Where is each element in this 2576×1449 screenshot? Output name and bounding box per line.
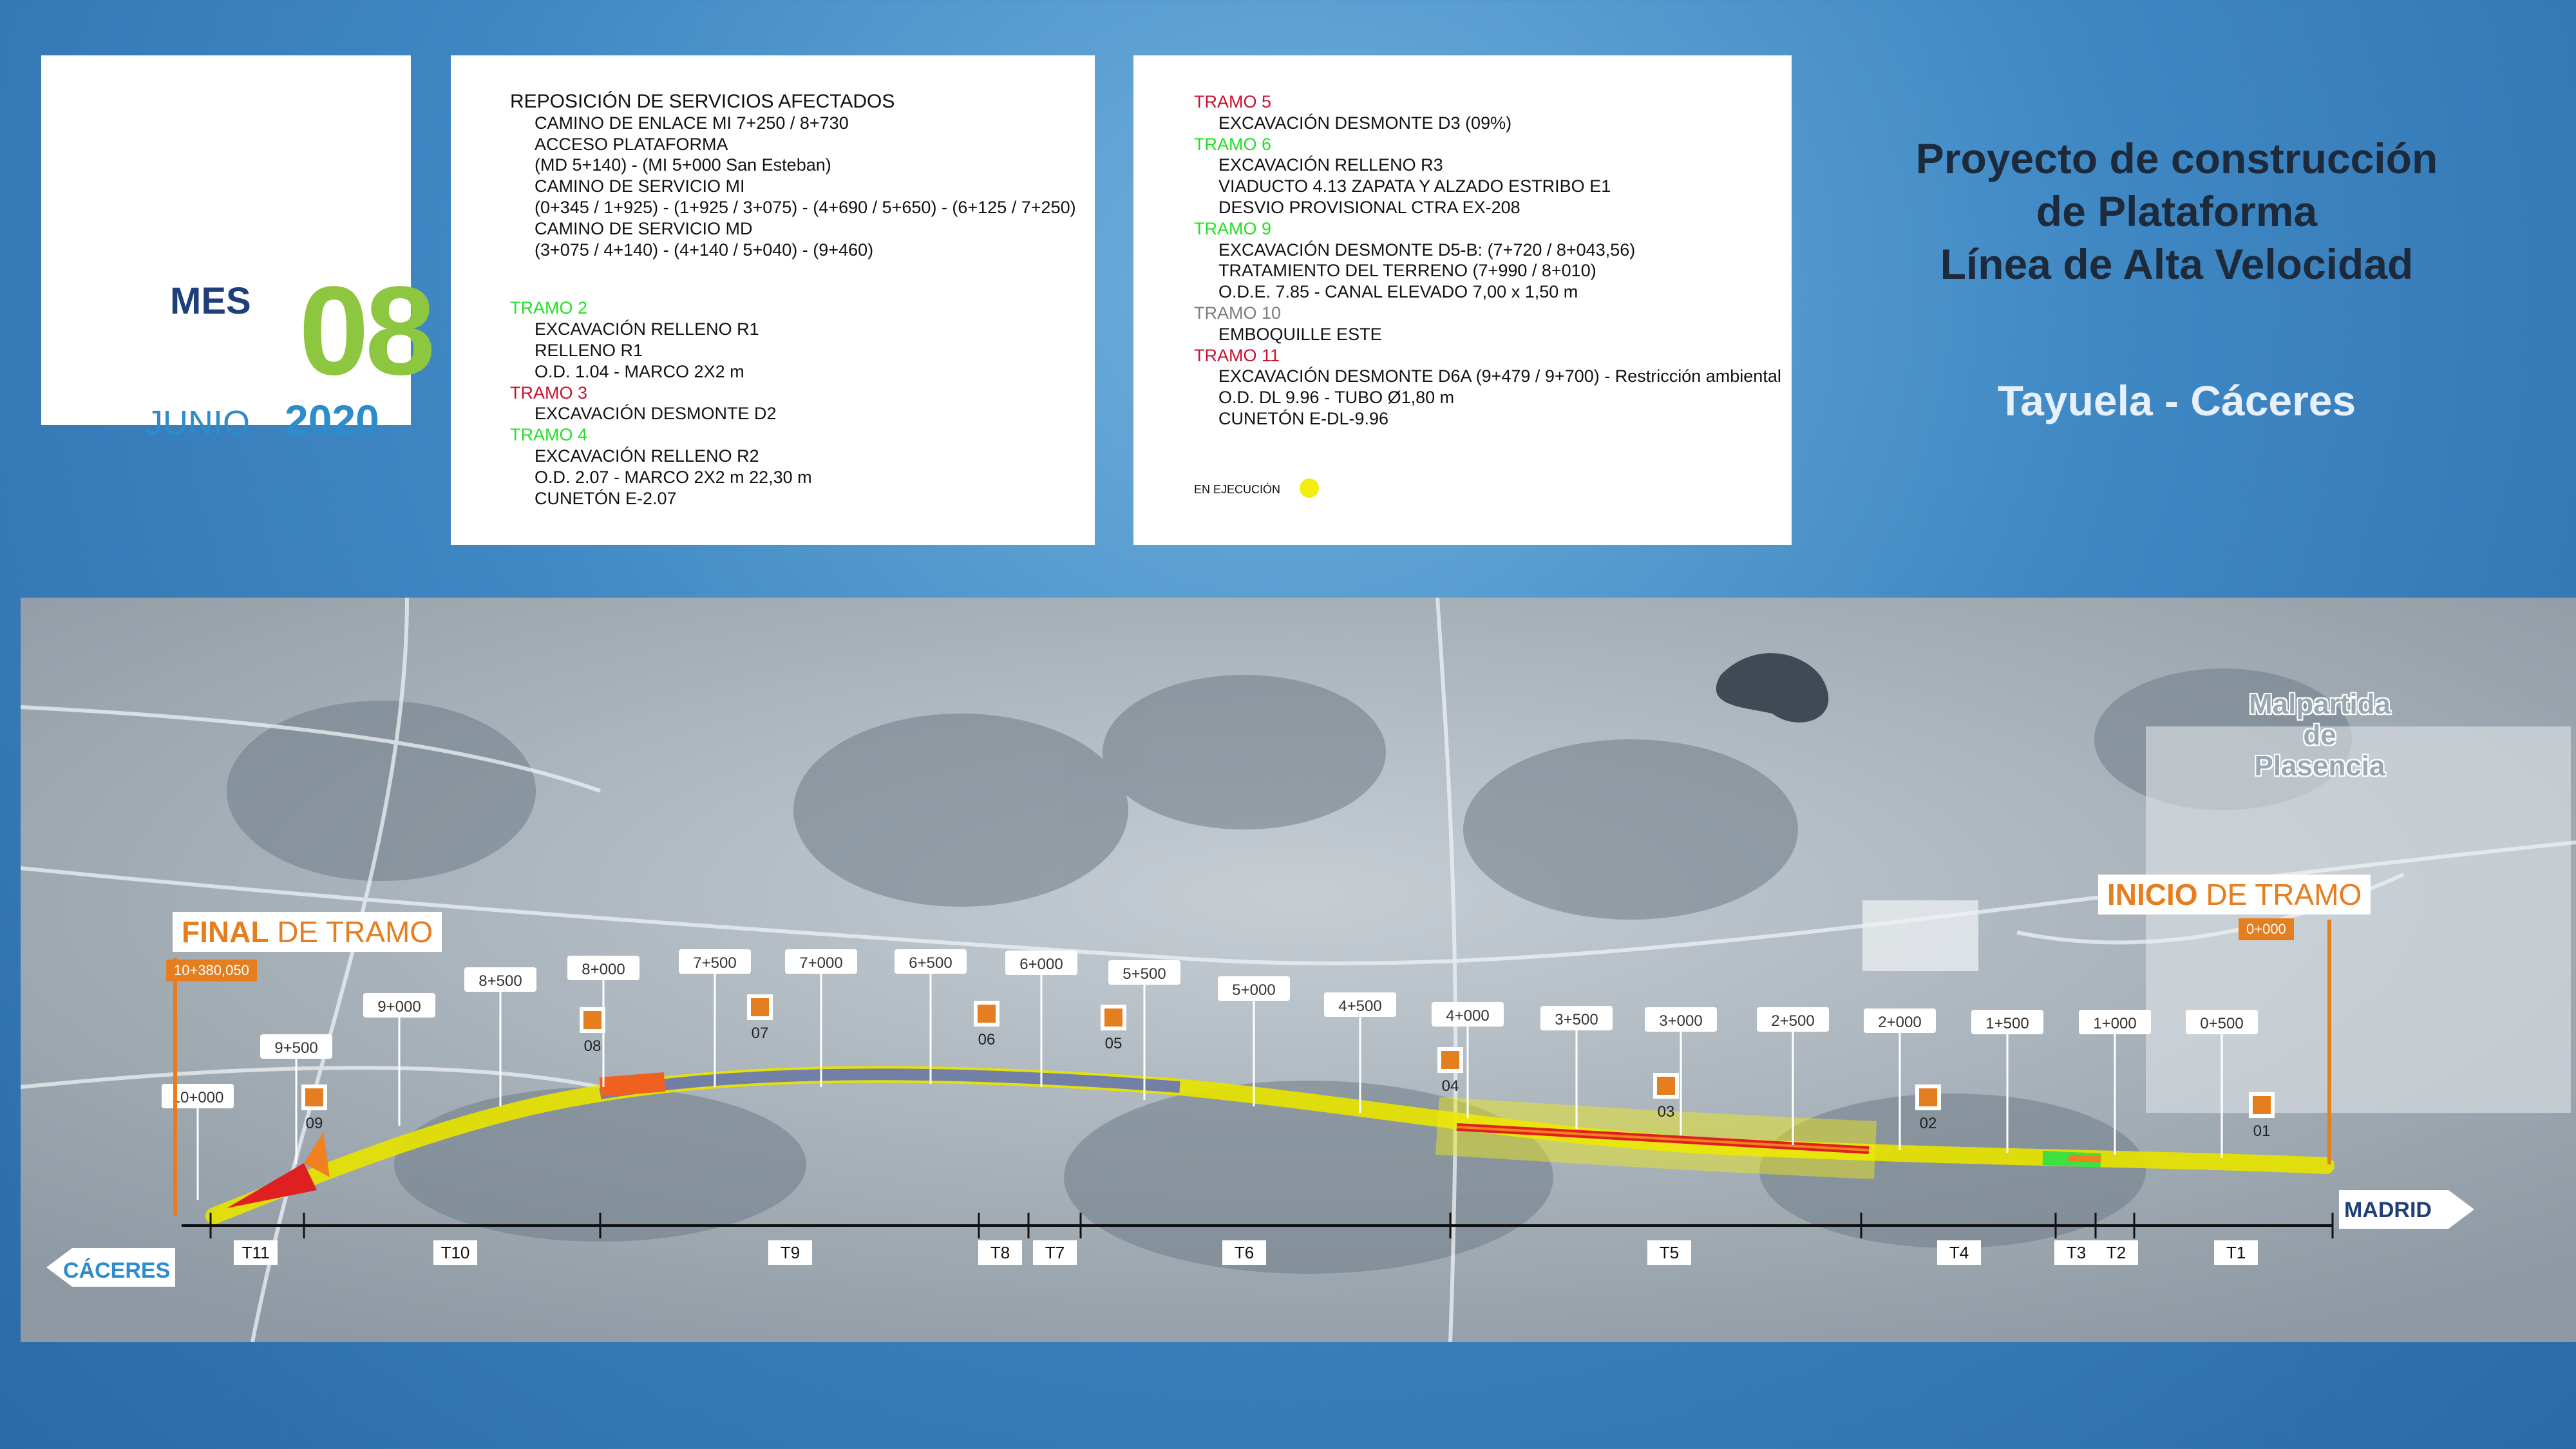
works-right-line-14: O.D. DL 9.96 - TUBO Ø1,80 m [1218, 388, 1455, 408]
works-left-line-13: TRAMO 3 [510, 383, 588, 402]
town-label-line2: de [2303, 719, 2336, 751]
year: 2020 [285, 396, 379, 444]
final-pk-badge: 10+380,050 [166, 960, 257, 981]
works-list-right [1133, 55, 1792, 545]
works-left-line-15: TRAMO 4 [510, 425, 588, 445]
works-left-line-14: EXCAVACIÓN DESMONTE D2 [535, 404, 777, 424]
works-left-line-11: RELLENO R1 [535, 340, 643, 360]
svg-text:T8: T8 [990, 1243, 1010, 1262]
works-list-left [451, 55, 1095, 545]
works-right-line-5: DESVIO PROVISIONAL CTRA EX-208 [1218, 197, 1520, 217]
works-right-line-3: EXCAVACIÓN RELLENO R3 [1218, 155, 1443, 175]
works-lines-right [1194, 91, 1781, 430]
works-right-line-8: TRATAMIENTO DEL TERRENO (7+990 / 8+010) [1218, 261, 1596, 281]
svg-text:T10: T10 [440, 1243, 470, 1262]
works-right-line-7: EXCAVACIÓN DESMONTE D5-B: (7+720 / 8+043,56) [1218, 240, 1636, 260]
project-title-line1: Proyecto de construcción [1915, 135, 2438, 182]
caceres-label: CÁCERES [63, 1258, 171, 1283]
works-left-line-17: O.D. 2.07 - MARCO 2X2 m 22,30 m [535, 467, 812, 487]
inicio-rest: DE TRAMO [2197, 878, 2362, 911]
works-right-line-12: TRAMO 11 [1194, 345, 1280, 365]
town-label-line3: Plasencia [2254, 750, 2385, 782]
svg-text:7+500: 7+500 [693, 954, 737, 972]
works-right-line-13: EXCAVACIÓN DESMONTE D6A (9+479 / 9+700) - Restricción ambiental [1218, 366, 1781, 386]
works-left-line-16: EXCAVACIÓN RELLENO R2 [535, 446, 759, 466]
svg-text:1+000: 1+000 [2093, 1015, 2137, 1032]
works-right-line-15: CUNETÓN E-DL-9.96 [1218, 408, 1389, 428]
works-left-line-3: (MD 5+140) - (MI 5+000 San Esteban) [535, 155, 831, 175]
aerial-map [21, 598, 2576, 1342]
svg-text:4+500: 4+500 [1338, 998, 1382, 1015]
works-right-line-0: TRAMO 5 [1194, 92, 1272, 111]
svg-text:09: 09 [305, 1115, 323, 1132]
town-label-line1: Malpartida [2248, 688, 2391, 720]
svg-text:3+500: 3+500 [1555, 1011, 1598, 1028]
works-right-line-11: EMBOQUILLE ESTE [1218, 324, 1382, 344]
project-route: Tayuela - Cáceres [1997, 377, 2356, 424]
svg-text:T1: T1 [2226, 1243, 2246, 1262]
svg-text:02: 02 [1919, 1115, 1937, 1132]
svg-text:3+000: 3+000 [1659, 1012, 1703, 1030]
date-card [41, 55, 432, 444]
works-lines-left [510, 91, 1076, 509]
works-left-line-10: EXCAVACIÓN RELLENO R1 [535, 319, 759, 339]
svg-text:06: 06 [978, 1031, 996, 1048]
legend-dot-icon [1300, 478, 1319, 498]
svg-text:9+500: 9+500 [274, 1039, 318, 1057]
svg-text:T4: T4 [1949, 1243, 1969, 1262]
works-right-line-1: EXCAVACIÓN DESMONTE D3 (09%) [1218, 113, 1512, 133]
works-left-line-2: ACCESO PLATAFORMA [535, 134, 728, 154]
works-left-line-7: (3+075 / 4+140) - (4+140 / 5+040) - (9+460) [535, 240, 874, 260]
svg-text:5+500: 5+500 [1122, 965, 1166, 983]
svg-text:6+500: 6+500 [909, 954, 952, 972]
works-left-line-6: CAMINO DE SERVICIO MD [535, 218, 753, 238]
town-area [2146, 726, 2571, 1113]
inicio-word: INICIO [2107, 878, 2198, 911]
final-tramo-header [173, 912, 442, 952]
works-left-line-9: TRAMO 2 [510, 298, 588, 318]
works-right-line-6: TRAMO 9 [1194, 218, 1272, 238]
final-word: FINAL [182, 915, 269, 949]
svg-text:4+000: 4+000 [1446, 1007, 1490, 1025]
works-left-line-1: CAMINO DE ENLACE MI 7+250 / 8+730 [535, 113, 849, 133]
svg-text:8+500: 8+500 [478, 972, 522, 990]
svg-text:08: 08 [583, 1037, 601, 1055]
project-title-line2: de Plataforma [2036, 187, 2318, 235]
works-right-line-4: VIADUCTO 4.13 ZAPATA Y ALZADO ESTRIBO E1 [1218, 176, 1611, 196]
legend-label: EN EJECUCIÓN [1194, 483, 1281, 496]
svg-text:2+500: 2+500 [1771, 1012, 1815, 1030]
svg-text:T7: T7 [1045, 1243, 1065, 1262]
svg-text:03: 03 [1657, 1103, 1675, 1121]
day-number: 08 [299, 260, 432, 401]
month-name: JUNIO [146, 404, 250, 442]
works-left-line-0: REPOSICIÓN DE SERVICIOS AFECTADOS [510, 91, 895, 112]
inicio-tramo-header [2098, 875, 2371, 914]
svg-text:8+000: 8+000 [582, 961, 625, 978]
works-right-line-2: TRAMO 6 [1194, 134, 1272, 154]
works-left-line-8 [510, 260, 1076, 298]
madrid-label: MADRID [2344, 1198, 2432, 1222]
svg-text:T9: T9 [780, 1243, 800, 1262]
works-left-line-4: CAMINO DE SERVICIO MI [535, 176, 745, 196]
svg-text:7+000: 7+000 [799, 954, 843, 972]
works-left-line-18: CUNETÓN E-2.07 [535, 488, 677, 508]
project-title-line3: Línea de Alta Velocidad [1940, 240, 2414, 288]
svg-text:T6: T6 [1234, 1243, 1255, 1262]
svg-text:T5: T5 [1659, 1243, 1680, 1262]
works-left-line-5: (0+345 / 1+925) - (1+925 / 3+075) - (4+690 / 5+650) - (6+125 / 7+250) [535, 197, 1076, 217]
svg-text:T11: T11 [242, 1243, 270, 1262]
works-right-line-9: O.D.E. 7.85 - CANAL ELEVADO 7,00 x 1,50 m [1218, 282, 1578, 302]
svg-text:05: 05 [1104, 1035, 1122, 1052]
svg-text:07: 07 [751, 1025, 769, 1042]
industrial-area [1862, 900, 1978, 971]
svg-text:04: 04 [1441, 1077, 1459, 1095]
map-canvas [21, 598, 2576, 1342]
inicio-pk-badge: 0+000 [2239, 918, 2294, 940]
svg-text:1+500: 1+500 [1985, 1015, 2029, 1032]
svg-text:9+000: 9+000 [377, 998, 421, 1016]
svg-text:2+000: 2+000 [1878, 1014, 1922, 1031]
svg-text:T2: T2 [2106, 1243, 2126, 1262]
svg-text:5+000: 5+000 [1232, 981, 1276, 999]
svg-text:10+000: 10+000 [171, 1089, 224, 1106]
svg-text:6+000: 6+000 [1019, 956, 1063, 973]
svg-text:0+500: 0+500 [2200, 1015, 2244, 1032]
town-label [2230, 689, 2410, 782]
works-left-line-12: O.D. 1.04 - MARCO 2X2 m [535, 361, 744, 381]
month-label: MES [170, 280, 251, 322]
svg-text:T3: T3 [2066, 1243, 2087, 1262]
works-right-line-10: TRAMO 10 [1194, 303, 1282, 323]
final-rest: DE TRAMO [269, 915, 433, 949]
svg-text:01: 01 [2253, 1122, 2271, 1140]
